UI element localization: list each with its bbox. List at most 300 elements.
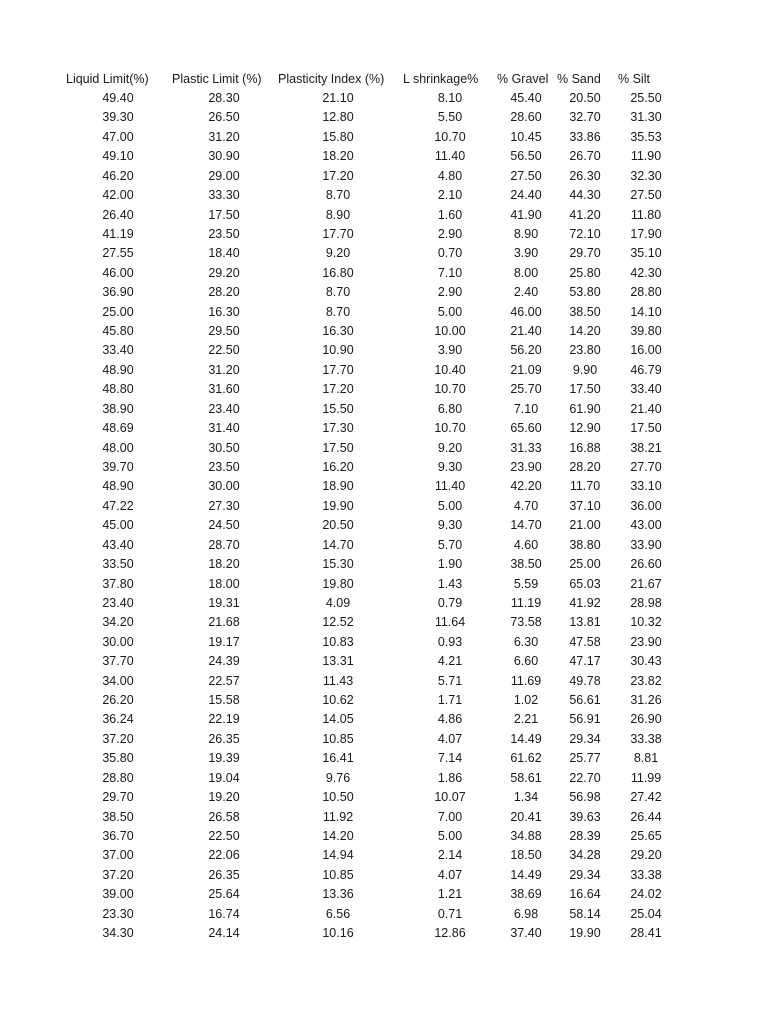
table-cell: 31.40	[208, 421, 240, 436]
table-cell: 10.50	[322, 790, 354, 805]
table-cell: 9.20	[325, 246, 351, 261]
table-cell: 1.43	[437, 576, 463, 591]
table-cell: 32.30	[630, 168, 662, 183]
table-cell: 25.00	[102, 304, 134, 319]
table-cell: 48.69	[102, 421, 134, 436]
table-cell: 19.90	[569, 926, 601, 941]
table-cell: 2.21	[513, 712, 539, 727]
table-cell: 47.58	[569, 634, 601, 649]
table-row	[0, 652, 768, 671]
table-cell: 73.58	[510, 615, 542, 630]
table-cell: 14.70	[510, 518, 542, 533]
table-cell: 65.03	[569, 576, 601, 591]
table-cell: 22.06	[208, 848, 240, 863]
table-cell: 36.24	[102, 712, 134, 727]
table-cell: 17.90	[630, 226, 662, 241]
table-cell: 31.33	[510, 440, 542, 455]
table-cell: 17.50	[322, 440, 354, 455]
table-row	[0, 322, 768, 341]
table-cell: 1.86	[437, 770, 463, 785]
table-cell: 30.90	[208, 149, 240, 164]
table-cell: 10.62	[322, 693, 354, 708]
table-cell: 47.00	[102, 129, 134, 144]
table-cell: 72.10	[569, 226, 601, 241]
table-cell: 4.80	[437, 168, 463, 183]
table-cell: 46.20	[102, 168, 134, 183]
table-cell: 49.10	[102, 149, 134, 164]
table-cell: 10.07	[434, 790, 466, 805]
table-cell: 14.20	[322, 828, 354, 843]
table-row	[0, 89, 768, 108]
table-cell: 28.80	[102, 770, 134, 785]
table-cell: 10.83	[322, 634, 354, 649]
table-cell: 39.63	[569, 809, 601, 824]
table-cell: 43.40	[102, 537, 134, 552]
table-cell: 9.30	[437, 459, 463, 474]
table-cell: 37.70	[102, 654, 134, 669]
table-cell: 2.10	[437, 188, 463, 203]
table-cell: 9.30	[437, 518, 463, 533]
table-cell: 6.56	[325, 906, 351, 921]
table-cell: 9.76	[325, 770, 351, 785]
table-cell: 22.50	[208, 828, 240, 843]
table-row	[0, 497, 768, 516]
table-cell: 4.07	[437, 731, 463, 746]
table-row	[0, 749, 768, 768]
table-cell: 38.21	[630, 440, 662, 455]
table-cell: 18.20	[322, 149, 354, 164]
table-cell: 20.50	[569, 91, 601, 105]
table-cell: 33.38	[630, 731, 662, 746]
table-cell: 31.20	[208, 362, 240, 377]
table-cell: 22.19	[208, 712, 240, 727]
table-row	[0, 283, 768, 302]
table-cell: 23.90	[630, 634, 662, 649]
table-cell: 12.80	[322, 110, 354, 125]
table-cell: 31.60	[208, 382, 240, 397]
table-cell: 2.14	[437, 848, 463, 863]
table-cell: 33.10	[630, 479, 662, 494]
table-row	[0, 380, 768, 399]
table-cell: 38.50	[102, 809, 134, 824]
table-row	[0, 439, 768, 458]
table-cell: 31.20	[208, 129, 240, 144]
table-row	[0, 264, 768, 283]
table-row	[0, 244, 768, 263]
table-row	[0, 730, 768, 749]
table-row	[0, 575, 768, 594]
table-cell: 25.80	[569, 265, 601, 280]
table-cell: 15.58	[208, 693, 240, 708]
table-cell: 17.20	[322, 168, 354, 183]
header-plasticity-index: Plasticity Index (%)	[278, 72, 385, 86]
table-cell: 21.67	[630, 576, 662, 591]
table-cell: 39.00	[102, 887, 134, 902]
table-cell: 24.40	[510, 188, 542, 203]
table-row	[0, 167, 768, 186]
table-cell: 41.90	[510, 207, 542, 222]
table-cell: 17.50	[630, 421, 662, 436]
table-cell: 58.14	[569, 906, 601, 921]
table-cell: 5.00	[437, 304, 463, 319]
table-row	[0, 827, 768, 846]
table-cell: 16.00	[630, 343, 662, 358]
table-cell: 38.80	[569, 537, 601, 552]
table-row	[0, 147, 768, 166]
header-sand: % Sand	[557, 72, 601, 86]
table-cell: 33.30	[208, 188, 240, 203]
table-cell: 48.00	[102, 440, 134, 455]
table-cell: 27.42	[630, 790, 662, 805]
table-row	[0, 186, 768, 205]
table-cell: 10.85	[322, 867, 354, 882]
table-cell: 21.68	[208, 615, 240, 630]
table-row	[0, 458, 768, 477]
header-silt: % Silt	[618, 72, 650, 86]
table-cell: 19.04	[208, 770, 240, 785]
header-plastic-limit: Plastic Limit (%)	[172, 72, 262, 86]
table-cell: 39.80	[630, 324, 662, 339]
table-cell: 16.80	[322, 265, 354, 280]
table-cell: 4.86	[437, 712, 463, 727]
table-cell: 33.40	[630, 382, 662, 397]
table-cell: 36.00	[630, 498, 662, 513]
table-cell: 2.90	[437, 226, 463, 241]
table-cell: 41.20	[569, 207, 601, 222]
table-row	[0, 225, 768, 244]
table-cell: 19.20	[208, 790, 240, 805]
table-cell: 25.77	[569, 751, 601, 766]
table-cell: 4.09	[325, 595, 351, 610]
table-cell: 26.70	[569, 149, 601, 164]
table-cell: 37.10	[569, 498, 601, 513]
table-cell: 14.05	[322, 712, 354, 727]
table-row	[0, 788, 768, 807]
table-cell: 23.90	[510, 459, 542, 474]
table-cell: 0.71	[437, 906, 463, 921]
table-cell: 8.90	[325, 207, 351, 222]
table-cell: 24.02	[630, 887, 662, 902]
table-cell: 26.40	[102, 207, 134, 222]
table-cell: 26.44	[630, 809, 662, 824]
table-row	[0, 846, 768, 865]
table-cell: 26.90	[630, 712, 662, 727]
table-row	[0, 108, 768, 127]
table-cell: 14.49	[510, 867, 542, 882]
table-cell: 17.50	[208, 207, 240, 222]
table-cell: 41.92	[569, 595, 601, 610]
table-cell: 65.60	[510, 421, 542, 436]
table-cell: 10.45	[510, 129, 542, 144]
table-row	[0, 594, 768, 613]
table-row	[0, 419, 768, 438]
table-row	[0, 710, 768, 729]
table-cell: 44.30	[569, 188, 601, 203]
table-cell: 8.90	[513, 226, 539, 241]
table-cell: 43.00	[630, 518, 662, 533]
table-cell: 34.88	[510, 828, 542, 843]
table-row	[0, 808, 768, 827]
table-cell: 29.20	[630, 848, 662, 863]
table-cell: 9.20	[437, 440, 463, 455]
table-cell: 42.20	[510, 479, 542, 494]
table-row	[0, 516, 768, 535]
table-cell: 3.90	[437, 343, 463, 358]
table-cell: 27.30	[208, 498, 240, 513]
table-cell: 0.93	[437, 634, 463, 649]
table-cell: 28.30	[208, 91, 240, 105]
table-cell: 35.10	[630, 246, 662, 261]
table-cell: 13.36	[322, 887, 354, 902]
table-cell: 6.60	[513, 654, 539, 669]
table-cell: 29.34	[569, 867, 601, 882]
table-cell: 23.40	[208, 401, 240, 416]
table-cell: 10.90	[322, 343, 354, 358]
table-cell: 32.70	[569, 110, 601, 125]
table-row	[0, 536, 768, 555]
table-cell: 28.80	[630, 285, 662, 300]
table-cell: 48.80	[102, 382, 134, 397]
table-cell: 37.40	[510, 926, 542, 941]
table-cell: 26.20	[102, 693, 134, 708]
table-cell: 28.41	[630, 926, 662, 941]
table-cell: 29.34	[569, 731, 601, 746]
table-cell: 7.10	[513, 401, 539, 416]
table-cell: 1.60	[437, 207, 463, 222]
table-cell: 37.20	[102, 731, 134, 746]
table-row	[0, 555, 768, 574]
table-cell: 45.00	[102, 518, 134, 533]
table-cell: 23.30	[102, 906, 134, 921]
table-cell: 29.00	[208, 168, 240, 183]
table-cell: 9.90	[572, 362, 598, 377]
table-cell: 31.26	[630, 693, 662, 708]
table-row	[0, 905, 768, 924]
table-row	[0, 672, 768, 691]
table-cell: 10.32	[630, 615, 662, 630]
table-row	[0, 866, 768, 885]
table-cell: 26.58	[208, 809, 240, 824]
table-cell: 25.50	[630, 91, 662, 105]
table-cell: 30.00	[102, 634, 134, 649]
table-cell: 47.17	[569, 654, 601, 669]
table-cell: 2.40	[513, 285, 539, 300]
table-cell: 15.80	[322, 129, 354, 144]
table-cell: 48.90	[102, 479, 134, 494]
table-cell: 1.21	[437, 887, 463, 902]
table-cell: 17.30	[322, 421, 354, 436]
table-cell: 49.78	[569, 673, 601, 688]
table-cell: 24.39	[208, 654, 240, 669]
header-gravel: % Gravel	[497, 72, 549, 86]
table-cell: 46.00	[510, 304, 542, 319]
table-cell: 16.64	[569, 887, 601, 902]
table-cell: 5.00	[437, 498, 463, 513]
table-cell: 7.14	[437, 751, 463, 766]
table-cell: 27.70	[630, 459, 662, 474]
table-row	[0, 691, 768, 710]
table-cell: 38.50	[569, 304, 601, 319]
table-cell: 29.70	[102, 790, 134, 805]
table-cell: 6.80	[437, 401, 463, 416]
table-cell: 61.90	[569, 401, 601, 416]
table-cell: 0.79	[437, 595, 463, 610]
table-row	[0, 361, 768, 380]
table-cell: 25.04	[630, 906, 662, 921]
table-cell: 11.43	[322, 673, 354, 688]
table-cell: 18.50	[510, 848, 542, 863]
table-row	[0, 613, 768, 632]
table-cell: 25.65	[630, 828, 662, 843]
table-cell: 4.70	[513, 498, 539, 513]
table-cell: 42.00	[102, 188, 134, 203]
table-cell: 19.39	[208, 751, 240, 766]
table-cell: 35.53	[630, 129, 662, 144]
table-cell: 15.50	[322, 401, 354, 416]
table-cell: 1.71	[437, 693, 463, 708]
table-cell: 48.90	[102, 362, 134, 377]
table-cell: 16.74	[208, 906, 240, 921]
table-cell: 20.41	[510, 809, 542, 824]
header-liquid-limit: Liquid Limit(%)	[66, 72, 149, 86]
table-cell: 10.85	[322, 731, 354, 746]
table-cell: 26.50	[208, 110, 240, 125]
table-cell: 27.50	[630, 188, 662, 203]
header-linear-shrinkage: L shrinkage%	[403, 72, 479, 86]
table-cell: 18.40	[208, 246, 240, 261]
table-cell: 10.40	[434, 362, 466, 377]
table-cell: 2.90	[437, 285, 463, 300]
table-cell: 10.70	[434, 421, 466, 436]
table-cell: 6.30	[513, 634, 539, 649]
table-cell: 19.80	[322, 576, 354, 591]
table-cell: 38.90	[102, 401, 134, 416]
table-cell: 35.80	[102, 751, 134, 766]
table-cell: 11.69	[510, 673, 542, 688]
table-cell: 47.22	[102, 498, 134, 513]
table-cell: 19.90	[322, 498, 354, 513]
table-cell: 6.98	[513, 906, 539, 921]
table-cell: 39.30	[102, 110, 134, 125]
table-cell: 3.90	[513, 246, 539, 261]
table-cell: 8.70	[325, 285, 351, 300]
table-cell: 30.50	[208, 440, 240, 455]
table-cell: 1.34	[513, 790, 539, 805]
table-cell: 42.30	[630, 265, 662, 280]
table-cell: 8.70	[325, 188, 351, 203]
table-cell: 24.50	[208, 518, 240, 533]
table-cell: 4.21	[437, 654, 463, 669]
table-cell: 58.61	[510, 770, 542, 785]
table-row	[0, 400, 768, 419]
table-cell: 46.79	[630, 362, 662, 377]
table-cell: 14.49	[510, 731, 542, 746]
table-cell: 34.00	[102, 673, 134, 688]
table-row	[0, 769, 768, 788]
table-cell: 19.17	[208, 634, 240, 649]
table-row	[0, 924, 768, 943]
table-row	[0, 341, 768, 360]
table-row	[0, 303, 768, 322]
table-cell: 56.20	[510, 343, 542, 358]
table-cell: 56.50	[510, 149, 542, 164]
table-cell: 7.00	[437, 809, 463, 824]
table-cell: 5.59	[513, 576, 539, 591]
table-cell: 46.00	[102, 265, 134, 280]
table-cell: 27.55	[102, 246, 134, 261]
table-cell: 12.86	[434, 926, 466, 941]
table-cell: 34.30	[102, 926, 134, 941]
table-cell: 16.41	[322, 751, 354, 766]
table-cell: 45.80	[102, 324, 134, 339]
table-cell: 1.02	[513, 693, 539, 708]
table-cell: 21.00	[569, 518, 601, 533]
table-cell: 5.00	[437, 828, 463, 843]
table-cell: 25.64	[208, 887, 240, 902]
table-cell: 56.98	[569, 790, 601, 805]
table-cell: 16.20	[322, 459, 354, 474]
table-cell: 29.70	[569, 246, 601, 261]
table-cell: 11.92	[322, 809, 354, 824]
table-cell: 21.09	[510, 362, 542, 377]
table-cell: 23.50	[208, 459, 240, 474]
table-cell: 30.00	[208, 479, 240, 494]
table-cell: 19.31	[208, 595, 240, 610]
table-cell: 31.30	[630, 110, 662, 125]
table-cell: 17.20	[322, 382, 354, 397]
table-cell: 37.20	[102, 867, 134, 882]
table-cell: 37.00	[102, 848, 134, 863]
table-cell: 4.07	[437, 867, 463, 882]
table-cell: 36.70	[102, 828, 134, 843]
table-cell: 28.20	[569, 459, 601, 474]
table-cell: 0.70	[437, 246, 463, 261]
table-cell: 33.40	[102, 343, 134, 358]
table-cell: 26.35	[208, 867, 240, 882]
table-cell: 8.81	[633, 751, 659, 766]
table-cell: 61.62	[510, 751, 542, 766]
table-cell: 23.80	[569, 343, 601, 358]
table-row	[0, 633, 768, 652]
table-cell: 14.10	[630, 304, 662, 319]
table-cell: 14.70	[322, 537, 354, 552]
table-cell: 11.90	[630, 149, 662, 164]
table-cell: 8.10	[437, 91, 463, 105]
table-cell: 36.90	[102, 285, 134, 300]
table-cell: 38.50	[510, 557, 542, 572]
table-cell: 38.69	[510, 887, 542, 902]
table-cell: 5.70	[437, 537, 463, 552]
table-cell: 25.70	[510, 382, 542, 397]
table-cell: 8.70	[325, 304, 351, 319]
table-cell: 5.71	[437, 673, 463, 688]
table-cell: 13.81	[569, 615, 601, 630]
table-cell: 34.20	[102, 615, 134, 630]
table-cell: 13.31	[322, 654, 354, 669]
table-cell: 11.80	[630, 207, 662, 222]
table-cell: 23.82	[630, 673, 662, 688]
table-cell: 10.70	[434, 129, 466, 144]
table-cell: 10.16	[322, 926, 354, 941]
table-cell: 22.57	[208, 673, 240, 688]
table-cell: 21.40	[630, 401, 662, 416]
table-cell: 11.70	[569, 479, 601, 494]
table-cell: 21.10	[322, 91, 354, 105]
table-cell: 28.20	[208, 285, 240, 300]
table-cell: 28.39	[569, 828, 601, 843]
table-cell: 26.60	[630, 557, 662, 572]
table-cell: 14.94	[322, 848, 354, 863]
